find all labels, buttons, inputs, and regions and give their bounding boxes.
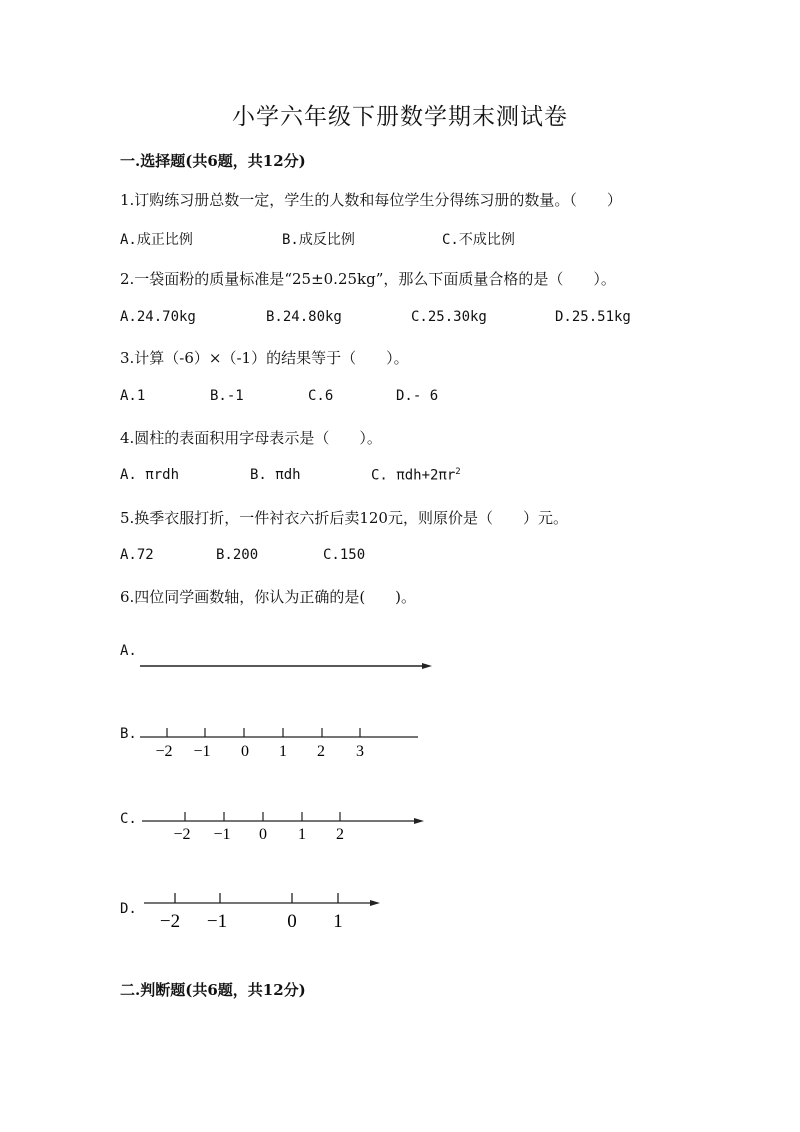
numberline-c-tick-label: 1 xyxy=(298,826,306,843)
numberline-b-tick-label: −1 xyxy=(193,743,211,760)
numberline-b-label: B. xyxy=(120,726,137,742)
numberline-d-tick-label: −2 xyxy=(159,911,181,932)
q2-option-b: B.24.80kg xyxy=(266,309,342,325)
section-heading-choice: 一.选择题(共6题，共12分) xyxy=(120,152,306,170)
page-title: 小学六年级下册数学期末测试卷 xyxy=(232,104,568,130)
question-2: 2.一袋面粉的质量标准是“25±0.25kg”，那么下面质量合格的是（ ）。 xyxy=(120,270,616,288)
section-heading-judgement: 二.判断题(共6题，共12分) xyxy=(120,981,306,999)
numberline-c-tick-label: 2 xyxy=(336,826,344,843)
q4-option-a: A. πrdh xyxy=(120,467,180,483)
numberline-b-tick-label: −2 xyxy=(155,743,173,760)
q2-option-d: D.25.51kg xyxy=(555,309,631,325)
question-6: 6.四位同学画数轴，你认为正确的是( )。 xyxy=(120,588,417,606)
question-4: 4.圆柱的表面积用字母表示是（ ）。 xyxy=(120,429,382,447)
q5-option-c: C.150 xyxy=(323,547,366,563)
q2-option-a: A.24.70kg xyxy=(120,309,196,325)
numberline-d-tick-label: 0 xyxy=(287,911,297,932)
numberline-d xyxy=(130,888,400,934)
numberline-c-label: C. xyxy=(120,811,137,827)
q4-option-b: B. πdh xyxy=(250,467,301,483)
numberline-a xyxy=(130,655,440,675)
q3-option-a: A.1 xyxy=(120,388,146,404)
q1-option-c: C.不成比例 xyxy=(442,232,515,248)
numberline-d-tick-label: −1 xyxy=(206,911,228,932)
question-1: 1.订购练习册总数一定，学生的人数和每位学生分得练习册的数量。（ ） xyxy=(120,191,622,209)
q4-option-c: C. $\pi dh+2\pi r^2$ xyxy=(371,467,461,484)
numberline-b-tick-label: 3 xyxy=(356,743,364,760)
numberline-c xyxy=(130,807,430,847)
q3-option-c: C.6 xyxy=(308,388,334,404)
numberline-a-label: A. xyxy=(120,643,137,659)
numberline-c-tick-label: 0 xyxy=(259,826,267,843)
q2-option-c: C.25.30kg xyxy=(411,309,487,325)
question-3: 3.计算（-6）×（-1）的结果等于（ ）。 xyxy=(120,349,409,367)
q3-option-d: D.- 6 xyxy=(396,388,439,404)
numberline-b-tick-label: 2 xyxy=(317,743,325,760)
q5-option-b: B.200 xyxy=(216,547,259,563)
q5-option-a: A.72 xyxy=(120,547,154,563)
numberline-c-tick-label: −2 xyxy=(173,826,191,843)
numberline-b-tick-label: 1 xyxy=(279,743,287,760)
numberline-b xyxy=(130,722,430,762)
q1-option-a: A.成正比例 xyxy=(120,232,193,248)
numberline-b-tick-label: 0 xyxy=(241,743,249,760)
q3-option-b: B.-1 xyxy=(210,388,244,404)
question-5: 5.换季衣服打折，一件衬衣六折后卖120元，则原价是（ ）元。 xyxy=(120,509,568,527)
q1-option-b: B.成反比例 xyxy=(282,232,355,248)
numberline-d-tick-label: 1 xyxy=(333,911,343,932)
numberline-d-label: D. xyxy=(120,901,137,917)
numberline-c-tick-label: −1 xyxy=(213,826,231,843)
